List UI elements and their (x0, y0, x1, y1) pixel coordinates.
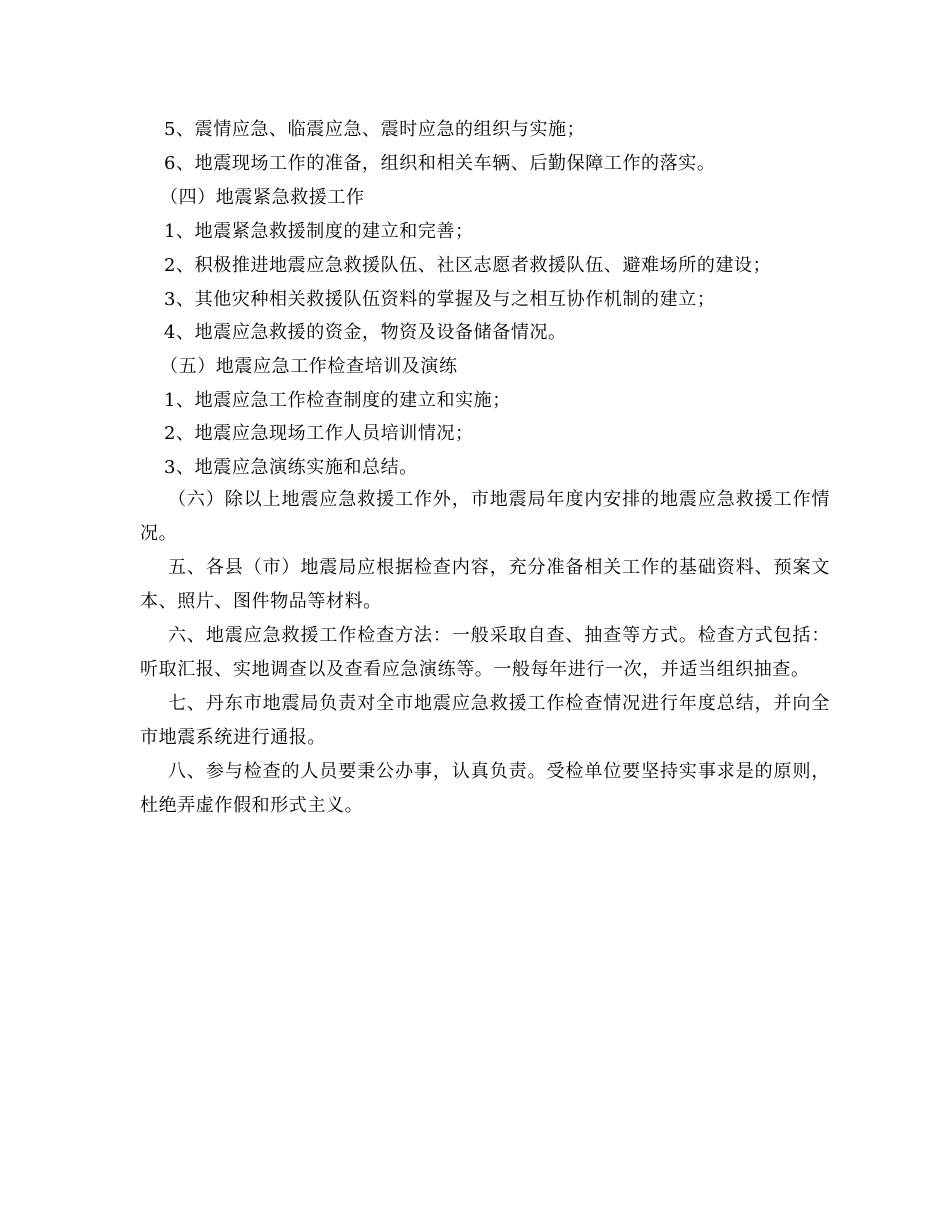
section-heading: （四）地震紧急救援工作 (160, 187, 365, 208)
list-item: 3、其他灾种相关救援队伍资料的掌握及与之相互协作机制的建立； (164, 289, 716, 310)
paragraph: 七、丹东市地震局负责对全市地震应急救援工作检查情况进行年度总结，并向全市地震系统进行通报。 (140, 693, 830, 748)
list-item: 3、地震应急演练实施和总结。 (164, 457, 418, 478)
list-item: 2、积极推进地震应急救援队伍、社区志愿者救援队伍、避难场所的建设； (164, 255, 772, 276)
list-item: 4、地震应急救援的资金，物资及设备储备情况。 (164, 322, 567, 343)
list-item: 1、地震应急工作检查制度的建立和实施； (164, 390, 511, 411)
list-item: 6、地震现场工作的准备，组织和相关车辆、后勤保障工作的落实。 (164, 153, 716, 174)
paragraph: （六）除以上地震应急救援工作外，市地震局年度内安排的地震应急救援工作情况。 (140, 489, 830, 544)
list-item: 2、地震应急现场工作人员培训情况； (164, 423, 474, 444)
paragraph: 六、地震应急救援工作检查方法：一般采取自查、抽查等方式。检查方式包括：听取汇报、实地调查以及查看应急演练等。一般每年进行一次，并适当组织抽查。 (140, 625, 830, 680)
section-heading: （五）地震应急工作检查培训及演练 (160, 356, 458, 377)
paragraph: 八、参与检查的人员要秉公办事，认真负责。受检单位要坚持实事求是的原则，杜绝弄虚作假和形式主义。 (140, 761, 830, 816)
list-item: 1、地震紧急救援制度的建立和完善； (164, 221, 474, 242)
list-item: 5、震情应急、临震应急、震时应急的组织与实施； (164, 119, 586, 140)
paragraph: 五、各县（市）地震局应根据检查内容，充分准备相关工作的基础资料、预案文本、照片、图件物品等材料。 (140, 557, 830, 612)
